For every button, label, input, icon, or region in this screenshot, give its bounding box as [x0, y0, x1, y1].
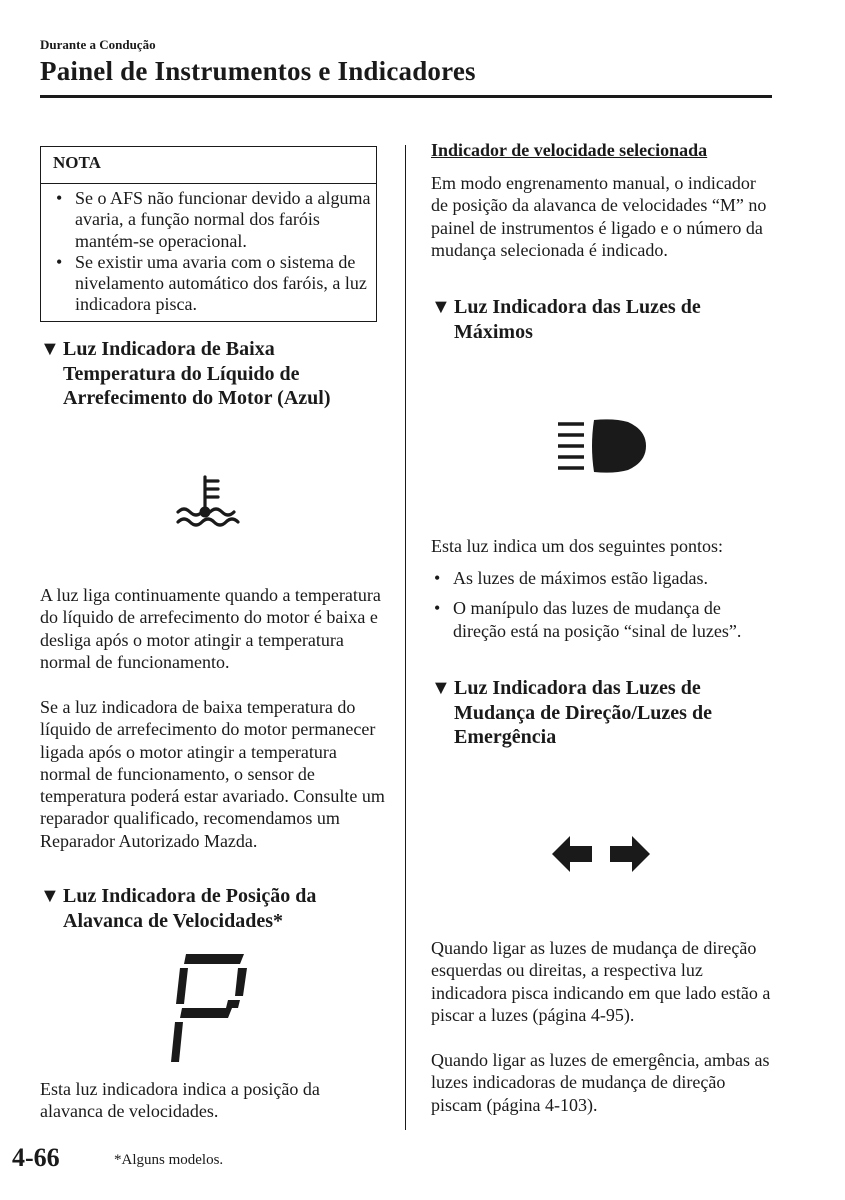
- title-rule: [40, 95, 772, 98]
- footer-note: *Alguns modelos.: [114, 1152, 224, 1168]
- column-divider: [405, 145, 406, 1130]
- turn-signal-arrows-icon: [552, 833, 650, 875]
- turn-signal-paragraph-2: Quando ligar as luzes de emergência, ambas as luzes indicadoras de mudança de direção piscam (página 4-103).: [431, 1050, 770, 1115]
- speed-indicator-paragraph: Em modo engrenamento manual, o indicador de posição da alavanca de velocidades “M” no painel de instrumentos é ligado e o número da mudança selecionada é indicado.: [431, 173, 767, 260]
- high-beam-icon: [556, 418, 648, 474]
- note-title: NOTA: [53, 153, 101, 172]
- triangle-marker: ▼: [431, 677, 451, 699]
- coolant-temperature-icon: [174, 474, 242, 530]
- note-separator: [41, 183, 376, 184]
- gear-position-p-icon: [168, 952, 252, 1070]
- note-item: • Se existir uma avaria com o sistema de nivelamento automático dos faróis, a luz indicadora pisca.: [53, 252, 371, 316]
- high-beam-heading-text: Luz Indicadora das Luzes de Máximos: [454, 296, 701, 343]
- gear-position-paragraph: Esta luz indicadora indica a posição da alavanca de velocidades.: [40, 1079, 320, 1122]
- gear-position-heading-text: Luz Indicadora de Posição da Alavanca de Velocidades*: [63, 885, 317, 932]
- high-beam-heading: [431, 295, 776, 344]
- coolant-heading-text: Luz Indicadora de Baixa Temperatura do Líquido de Arrefecimento do Motor (Azul): [63, 338, 331, 409]
- triangle-marker: ▼: [431, 296, 451, 318]
- note-list: [53, 188, 371, 316]
- gear-position-heading: [40, 884, 385, 933]
- turn-signal-heading-text: Luz Indicadora das Luzes de Mudança de Direção/Luzes de Emergência: [454, 677, 712, 748]
- coolant-paragraph-2: Se a luz indicadora de baixa temperatura do líquido de arrefecimento do motor permanecer ligada após o motor atingir a temperatura normal de funcionamento, o sensor de temperatura poderá estar avariado. Consulte um reparador qualificado, recomendamos um Reparador Autorizado Mazda.: [40, 697, 385, 851]
- high-beam-intro: Esta luz indica um dos seguintes pontos:: [431, 536, 723, 556]
- note-item: • Se o AFS não funcionar devido a alguma avaria, a função normal dos faróis mantém-se operacional.: [53, 188, 371, 252]
- page-title: Painel de Instrumentos e Indicadores: [40, 56, 476, 86]
- turn-signal-heading: [431, 676, 776, 750]
- high-beam-item: • O manípulo das luzes de mudança de direção está na posição “sinal de luzes”.: [431, 597, 776, 642]
- triangle-marker: ▼: [40, 338, 60, 360]
- section-label: Durante a Condução: [40, 37, 156, 52]
- page-number: 4-66: [12, 1143, 60, 1172]
- coolant-heading: [40, 337, 385, 411]
- speed-indicator-subheading: Indicador de velocidade selecionada: [431, 140, 708, 160]
- triangle-marker: ▼: [40, 885, 60, 907]
- note-box: [40, 146, 377, 322]
- turn-signal-paragraph-1: Quando ligar as luzes de mudança de direção esquerdas ou direitas, a respectiva luz indicadora pisca indicando em que lado estão a piscar a luzes (página 4-95).: [431, 938, 771, 1025]
- high-beam-item: • As luzes de máximos estão ligadas.: [431, 567, 776, 589]
- high-beam-list: [431, 567, 776, 642]
- coolant-paragraph-1: A luz liga continuamente quando a temperatura do líquido de arrefecimento do motor é baixa e desliga após o motor atingir a temperatura normal de funcionamento.: [40, 585, 381, 672]
